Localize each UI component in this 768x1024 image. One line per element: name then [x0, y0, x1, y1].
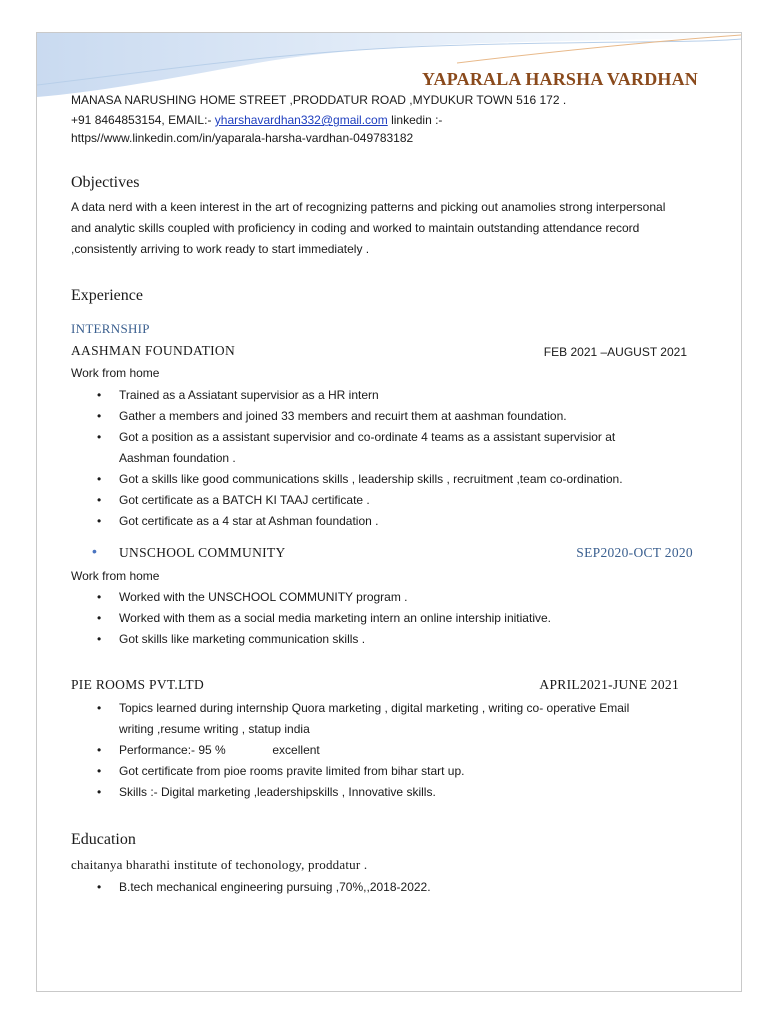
resume-page [36, 32, 742, 992]
address-line: MANASA NARUSHING HOME STREET ,PRODDATUR ROAD ,MYDUKUR TOWN 516 172 . [71, 93, 567, 107]
job-date-unschool: SEP2020-OCT 2020 [576, 545, 693, 560]
list-item: • Worked with them as a social media marketing intern an online intership initiative. [97, 608, 667, 629]
list-item: • Skills :- Digital marketing ,leadershipskills , Innovative skills. [97, 782, 667, 803]
job-bullets-pie-rooms [97, 698, 667, 803]
job-org-pie-rooms: PIE ROOMS PVT.LTD [71, 677, 204, 692]
list-item: • Got a position as a assistant supervisior and co-ordinate 4 teams as a assistant supervisior at Aashman foundation . [97, 427, 667, 469]
job-date-aashman: FEB 2021 –AUGUST 2021 [543, 345, 687, 359]
phone-email-prefix: +91 8464853154, EMAIL:- [71, 113, 215, 127]
job-org-aashman: AASHMAN FOUNDATION [71, 343, 236, 358]
list-item: • B.tech mechanical engineering pursuing ,70%,,2018-2022. [97, 877, 667, 898]
list-item: • Gather a members and joined 33 members and recuirt them at aashman foundation. [97, 406, 667, 427]
objectives-text: A data nerd with a keen interest in the art of recognizing patterns and picking out anamolies strong interpersonal and analytic skills coupled with proficiency in coding and worked to maintain outstanding attendance record ,consistently arriving to work ready to start immediately . [71, 200, 666, 256]
education-heading: Education [71, 831, 136, 848]
list-item: • Worked with the UNSCHOOL COMMUNITY program . [97, 587, 667, 608]
list-item: • Got skills like marketing communication skills . [97, 629, 667, 650]
linkedin-label: linkedin :- [387, 113, 443, 127]
bullet-icon: • [92, 543, 97, 559]
list-item: • Got certificate as a 4 star at Ashman foundation . [97, 511, 667, 532]
objectives-heading: Objectives [71, 174, 140, 191]
education-institute: chaitanya bharathi institute of techonology, proddatur . [71, 857, 368, 872]
email-link[interactable]: yharshavardhan332@gmail.com [214, 113, 388, 127]
job-bullets-unschool [97, 587, 667, 650]
internship-subheading: INTERNSHIP [71, 321, 150, 336]
list-item: • Got a skills like good communications skills , leadership skills , recruitment ,team co-ordination. [97, 469, 667, 490]
job-org-unschool: UNSCHOOL COMMUNITY [119, 545, 286, 560]
list-item: • Got certificate as a BATCH KI TAAJ certificate . [97, 490, 667, 511]
list-item: • Performance:- 95 % excellent [97, 740, 667, 761]
list-item: • Trained as a Assiatant supervisior as a HR intern [97, 385, 667, 406]
linkedin-url[interactable]: https//www.linkedin.com/in/yaparala-harsha-vardhan-049783182 [71, 131, 414, 145]
candidate-name: YAPARALA HARSHA VARDHAN [422, 69, 698, 89]
contact-line [71, 113, 442, 127]
education-bullets [97, 877, 667, 898]
list-item: • Got certificate from pioe rooms pravite limited from bihar start up. [97, 761, 667, 782]
job-date-pie-rooms: APRIL2021-JUNE 2021 [539, 677, 679, 692]
list-item: • Topics learned during internship Quora marketing , digital marketing , writing co- operative Email writing ,resume writing , statup india [97, 698, 667, 740]
job-mode-unschool: Work from home [71, 569, 160, 583]
job-mode-aashman: Work from home [71, 366, 160, 380]
job-bullets-aashman [97, 385, 667, 532]
experience-heading: Experience [71, 287, 143, 304]
